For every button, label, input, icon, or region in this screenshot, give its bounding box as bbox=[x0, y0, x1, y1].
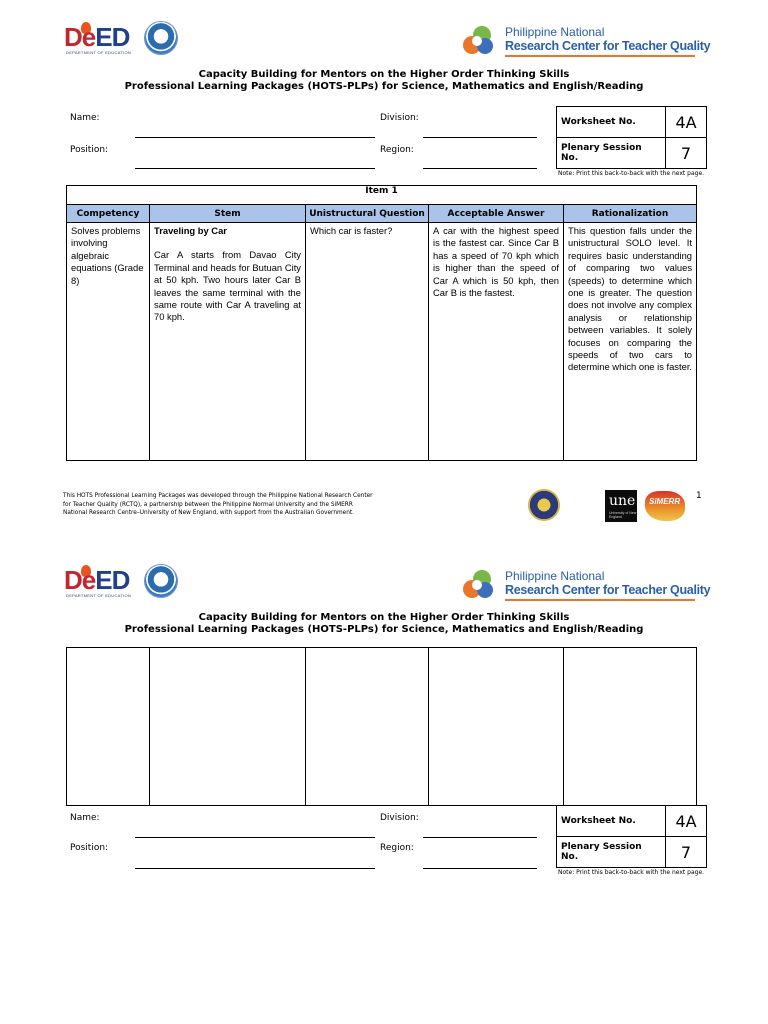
worksheet-number: 4A bbox=[666, 107, 707, 138]
rationalization-cell: This question falls under the unistructural SOLO level. It requires basic understanding of comparing two values (speeds) to determine which one is greater. The question does not involve any complex analysis or relationship between variables. It solely focuses on comparing the speeds of two cars to determine which one is faster. bbox=[564, 223, 697, 461]
empty-cell[interactable] bbox=[67, 648, 150, 806]
region-label: Region: bbox=[380, 145, 414, 155]
empty-cell[interactable] bbox=[429, 648, 564, 806]
pnu-seal-icon bbox=[528, 489, 560, 521]
continuation-table bbox=[66, 647, 697, 806]
worksheet-number: 4A bbox=[666, 806, 707, 837]
col-competency: Competency bbox=[67, 205, 150, 223]
rctq-logo: Philippine National Research Center for Teacher Quality bbox=[463, 24, 699, 58]
stem-cell bbox=[150, 223, 306, 461]
col-answer: Acceptable Answer bbox=[429, 205, 564, 223]
acknowledgement-text: This HOTS Professional Learning Packages was developed through the Philippine National Research Center for Teacher Quality (RCTQ), a partnership between the Philippine Normal University and the SiMERR National Research Centre–University of New England, with support from the Australian Government. bbox=[63, 493, 373, 516]
session-number: 7 bbox=[666, 138, 707, 169]
print-note: Note: Print this back-to-back with the next page. bbox=[558, 869, 705, 876]
print-note: Note: Print this back-to-back with the next page. bbox=[558, 170, 705, 177]
position-label: Position: bbox=[70, 843, 109, 853]
worksheet-box bbox=[556, 106, 707, 169]
competency-cell: Solves problems involving algebraic equations (Grade 8) bbox=[67, 223, 150, 461]
page-title-line1: Capacity Building for Mentors on the Higher Order Thinking Skills bbox=[198, 69, 570, 80]
une-logo: une University of New England bbox=[605, 490, 637, 522]
position-label: Position: bbox=[70, 145, 109, 155]
worksheet-label: Worksheet No. bbox=[557, 806, 666, 837]
col-stem: Stem bbox=[150, 205, 306, 223]
item-title: Item 1 bbox=[67, 186, 697, 205]
session-number: 7 bbox=[666, 837, 707, 868]
page-number: 1 bbox=[696, 491, 702, 501]
name-field[interactable] bbox=[135, 137, 375, 138]
rctq-mark-icon bbox=[463, 570, 493, 600]
session-label: Plenary Session No. bbox=[557, 138, 666, 169]
name-label: Name: bbox=[70, 813, 100, 823]
division-field[interactable] bbox=[423, 137, 537, 138]
deped-seal-icon bbox=[145, 22, 177, 54]
answer-cell: A car with the highest speed is the fastest car. Since Car B has a speed of 70 kph which is higher than the speed of Car A which is 50 kph, then Car B is the fastest. bbox=[429, 223, 564, 461]
region-label: Region: bbox=[380, 843, 414, 853]
region-field[interactable] bbox=[423, 868, 537, 869]
position-field[interactable] bbox=[135, 168, 375, 169]
worksheet-box bbox=[556, 805, 707, 868]
rctq-logo: Philippine National Research Center for Teacher Quality bbox=[463, 568, 699, 602]
question-cell: Which car is faster? bbox=[306, 223, 429, 461]
name-label: Name: bbox=[70, 113, 100, 123]
division-label: Division: bbox=[380, 813, 419, 823]
simerr-logo: SiMERR bbox=[645, 487, 685, 521]
page-title-line1: Capacity Building for Mentors on the Higher Order Thinking Skills bbox=[198, 612, 570, 623]
page-title-line2: Professional Learning Packages (HOTS-PLPs) for Science, Mathematics and English/Reading bbox=[124, 624, 644, 635]
deped-logo: DeED DEPARTMENT OF EDUCATION bbox=[64, 565, 132, 598]
col-question: Unistructural Question bbox=[306, 205, 429, 223]
position-field[interactable] bbox=[135, 868, 375, 869]
rctq-mark-icon bbox=[463, 26, 493, 56]
empty-cell[interactable] bbox=[306, 648, 429, 806]
session-label: Plenary Session No. bbox=[557, 837, 666, 868]
worksheet-label: Worksheet No. bbox=[557, 107, 666, 138]
stem-title: Traveling by Car bbox=[154, 225, 227, 236]
deped-logo: DeED DEPARTMENT OF EDUCATION bbox=[64, 22, 132, 55]
col-rationalization: Rationalization bbox=[564, 205, 697, 223]
empty-cell[interactable] bbox=[150, 648, 306, 806]
region-field[interactable] bbox=[423, 168, 537, 169]
division-label: Division: bbox=[380, 113, 419, 123]
empty-cell[interactable] bbox=[564, 648, 697, 806]
item-table bbox=[66, 185, 697, 461]
name-field[interactable] bbox=[135, 837, 375, 838]
page-title-line2: Professional Learning Packages (HOTS-PLPs) for Science, Mathematics and English/Reading bbox=[124, 81, 644, 92]
deped-seal-icon bbox=[145, 565, 177, 597]
stem-body: Car A starts from Davao City Terminal and heads for Butuan City at 50 kph. Two hours later Car B leaves the same terminal with the same route with Car A traveling at 70 kph. bbox=[154, 249, 301, 323]
division-field[interactable] bbox=[423, 837, 537, 838]
